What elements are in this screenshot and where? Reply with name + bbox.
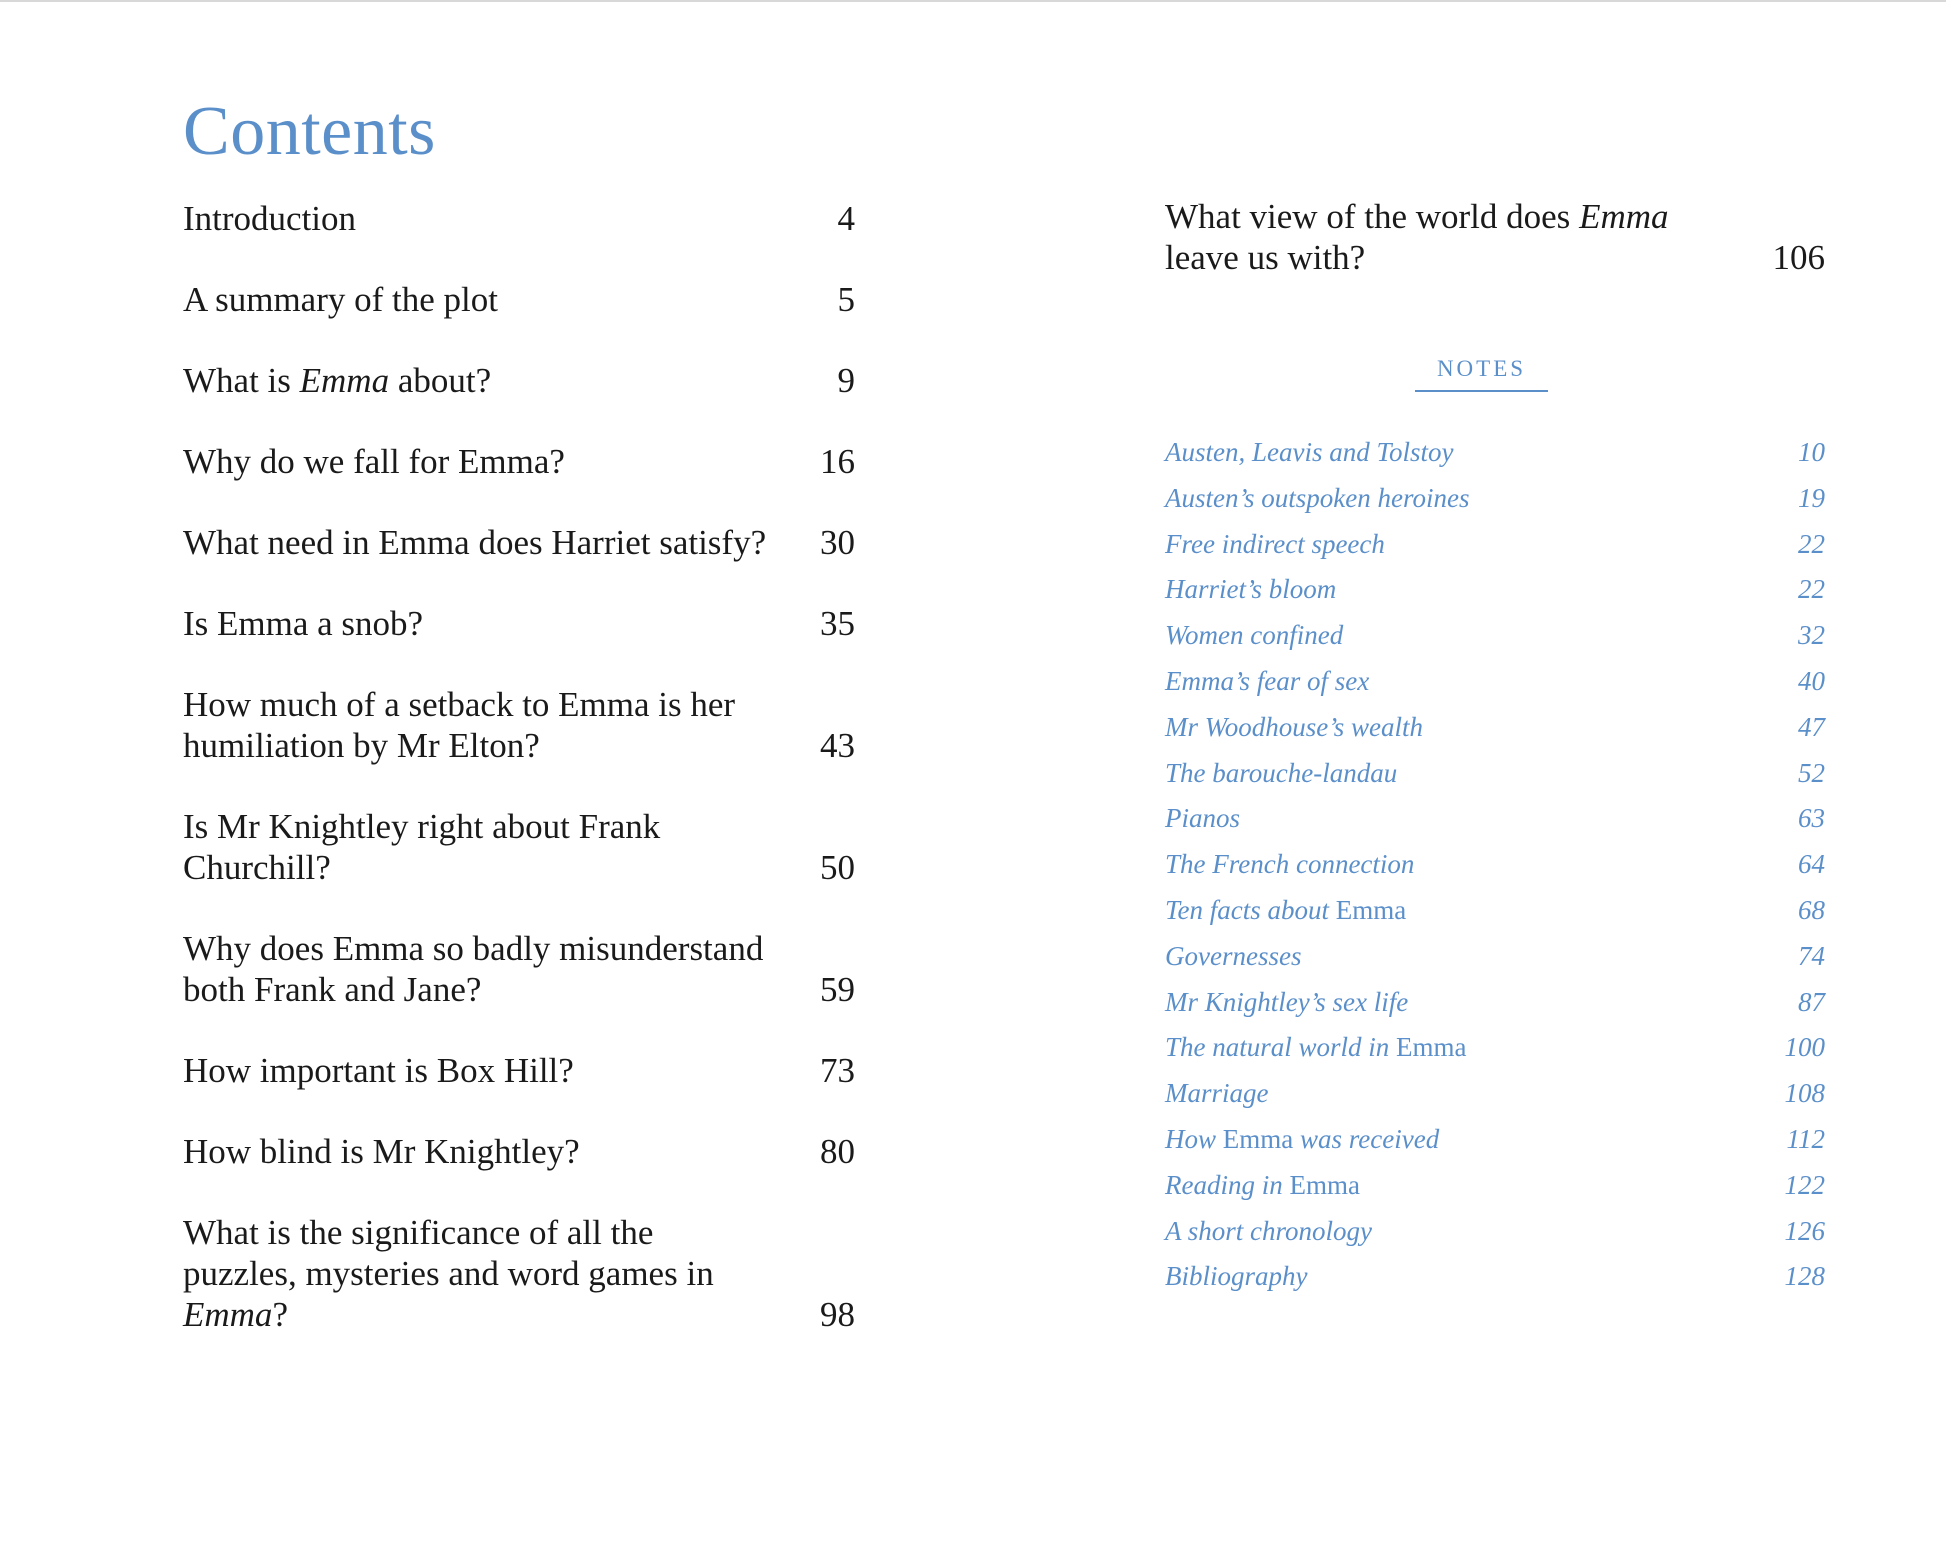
notes-heading: NOTES — [1415, 356, 1548, 392]
note-title: Bibliography — [1165, 1261, 1308, 1292]
note-page: 64 — [1798, 849, 1825, 880]
note-title — [1165, 1027, 1467, 1073]
note-entry[interactable] — [1165, 432, 1825, 478]
note-page: 22 — [1798, 574, 1825, 605]
top-rule — [0, 0, 1946, 2]
note-page: 19 — [1798, 482, 1825, 513]
note-entry[interactable] — [1165, 890, 1825, 936]
note-entry[interactable] — [1165, 524, 1825, 570]
contents-entry[interactable] — [183, 1050, 855, 1091]
title-part: Reading in — [1165, 1169, 1290, 1200]
entry-title — [1165, 196, 1725, 278]
note-entry[interactable] — [1165, 753, 1825, 799]
entry-page: 4 — [837, 199, 855, 238]
title-part: The natural world in — [1165, 1032, 1397, 1063]
note-title: Women confined — [1165, 620, 1344, 651]
note-title: Austen’s outspoken heroines — [1165, 482, 1470, 513]
entry-title: What need in Emma does Harriet satisfy? — [183, 523, 767, 562]
contents-entry[interactable] — [183, 441, 855, 482]
note-title: Mr Knightley’s sex life — [1165, 986, 1409, 1017]
entry-page: 16 — [820, 442, 855, 481]
note-entry[interactable] — [1165, 844, 1825, 890]
note-title: The barouche-landau — [1165, 757, 1398, 788]
title-part: Ten facts about — [1165, 894, 1336, 925]
entry-page: 5 — [837, 280, 855, 319]
note-page: 68 — [1798, 894, 1825, 925]
note-entry[interactable] — [1165, 798, 1825, 844]
entry-page: 59 — [820, 970, 855, 1009]
note-page: 63 — [1798, 803, 1825, 834]
title-part: How — [1165, 1123, 1223, 1154]
note-entry[interactable] — [1165, 1256, 1825, 1302]
note-title: Mr Woodhouse’s wealth — [1165, 711, 1424, 742]
page-title: Contents — [183, 93, 436, 170]
contents-entry[interactable] — [183, 1131, 855, 1172]
entry-title: Introduction — [183, 199, 357, 238]
note-title: A short chronology — [1165, 1215, 1372, 1246]
entry-title: A summary of the plot — [183, 280, 498, 319]
note-title: Emma’s fear of sex — [1165, 665, 1370, 696]
book-title: Emma — [183, 1295, 273, 1334]
note-entry[interactable] — [1165, 569, 1825, 615]
entry-title — [183, 360, 491, 401]
note-page: 87 — [1798, 986, 1825, 1017]
contents-entry-final[interactable] — [1165, 196, 1825, 278]
note-page: 128 — [1784, 1261, 1825, 1292]
contents-entry[interactable] — [183, 806, 855, 888]
contents-entry[interactable] — [183, 684, 855, 766]
title-part: What is — [183, 361, 300, 400]
note-page: 74 — [1798, 940, 1825, 971]
note-entry[interactable] — [1165, 1165, 1825, 1211]
title-part: ? — [272, 1295, 288, 1334]
entry-page: 43 — [820, 726, 855, 765]
note-page: 40 — [1798, 665, 1825, 696]
contents-entry[interactable] — [183, 198, 855, 239]
book-title: Emma — [1396, 1032, 1467, 1063]
title-part: What is the significance of all the puzzles, mysteries and word games in — [183, 1213, 714, 1293]
entry-title: How important is Box Hill? — [183, 1051, 574, 1090]
entry-page: 98 — [820, 1295, 855, 1334]
note-entry[interactable] — [1165, 1027, 1825, 1073]
entry-title: Is Mr Knightley right about Frank Churchill? — [183, 807, 661, 887]
note-page: 10 — [1798, 437, 1825, 467]
note-entry[interactable] — [1165, 982, 1825, 1028]
note-title: Governesses — [1165, 940, 1302, 971]
note-entry[interactable] — [1165, 478, 1825, 524]
note-title: The French connection — [1165, 849, 1415, 880]
note-title: Free indirect speech — [1165, 528, 1385, 559]
contents-list — [183, 198, 855, 1375]
note-title — [1165, 1165, 1360, 1211]
title-part: What view of the world does — [1165, 197, 1580, 236]
title-part: about? — [389, 361, 492, 400]
note-entry[interactable] — [1165, 661, 1825, 707]
note-page: 32 — [1798, 620, 1825, 651]
note-title — [1165, 890, 1406, 936]
note-title: Marriage — [1165, 1078, 1269, 1109]
contents-entry[interactable] — [183, 928, 855, 1010]
note-entry[interactable] — [1165, 1073, 1825, 1119]
note-entry[interactable] — [1165, 936, 1825, 982]
entry-title: Why do we fall for Emma? — [183, 442, 565, 481]
note-page: 126 — [1784, 1215, 1825, 1246]
book-title: Emma — [1579, 197, 1669, 236]
entry-title: How much of a setback to Emma is her humiliation by Mr Elton? — [183, 685, 736, 765]
note-entry[interactable] — [1165, 707, 1825, 753]
contents-entry[interactable] — [183, 360, 855, 401]
entry-page: 80 — [820, 1132, 855, 1171]
note-page: 52 — [1798, 757, 1825, 788]
title-part: was received — [1293, 1123, 1440, 1154]
entry-page: 50 — [820, 848, 855, 887]
entry-title: How blind is Mr Knightley? — [183, 1132, 580, 1171]
note-title — [1165, 1119, 1439, 1165]
book-title: Emma — [1289, 1169, 1360, 1200]
entry-page: 35 — [820, 604, 855, 643]
note-entry[interactable] — [1165, 1211, 1825, 1257]
note-title: Pianos — [1165, 803, 1241, 834]
contents-entry[interactable] — [183, 603, 855, 644]
book-title: Emma — [1335, 894, 1407, 925]
entry-page: 30 — [820, 523, 855, 562]
note-page: 100 — [1784, 1032, 1825, 1063]
entry-page: 106 — [1772, 238, 1825, 277]
note-page: 122 — [1784, 1169, 1825, 1200]
entry-title: Is Emma a snob? — [183, 604, 424, 643]
note-title: Austen, Leavis and Tolstoy — [1165, 437, 1454, 467]
entry-title: Why does Emma so badly misunderstand both Frank and Jane? — [183, 929, 764, 1009]
entry-page: 73 — [820, 1051, 855, 1090]
contents-entry[interactable] — [183, 279, 855, 320]
note-entry[interactable] — [1165, 615, 1825, 661]
note-title: Harriet’s bloom — [1165, 574, 1337, 605]
note-entry[interactable] — [1165, 1119, 1825, 1165]
contents-entry[interactable] — [183, 1212, 855, 1335]
contents-entry[interactable] — [183, 522, 855, 563]
note-page: 47 — [1798, 711, 1825, 742]
entry-page: 9 — [837, 361, 855, 400]
book-title: Emma — [1222, 1123, 1294, 1154]
title-part: leave us with? — [1165, 238, 1366, 277]
note-page: 108 — [1784, 1078, 1825, 1109]
entry-title — [183, 1212, 768, 1335]
book-title: Emma — [299, 361, 390, 400]
note-page: 112 — [1786, 1123, 1825, 1154]
note-page: 22 — [1798, 528, 1825, 559]
notes-list — [1165, 432, 1825, 1302]
